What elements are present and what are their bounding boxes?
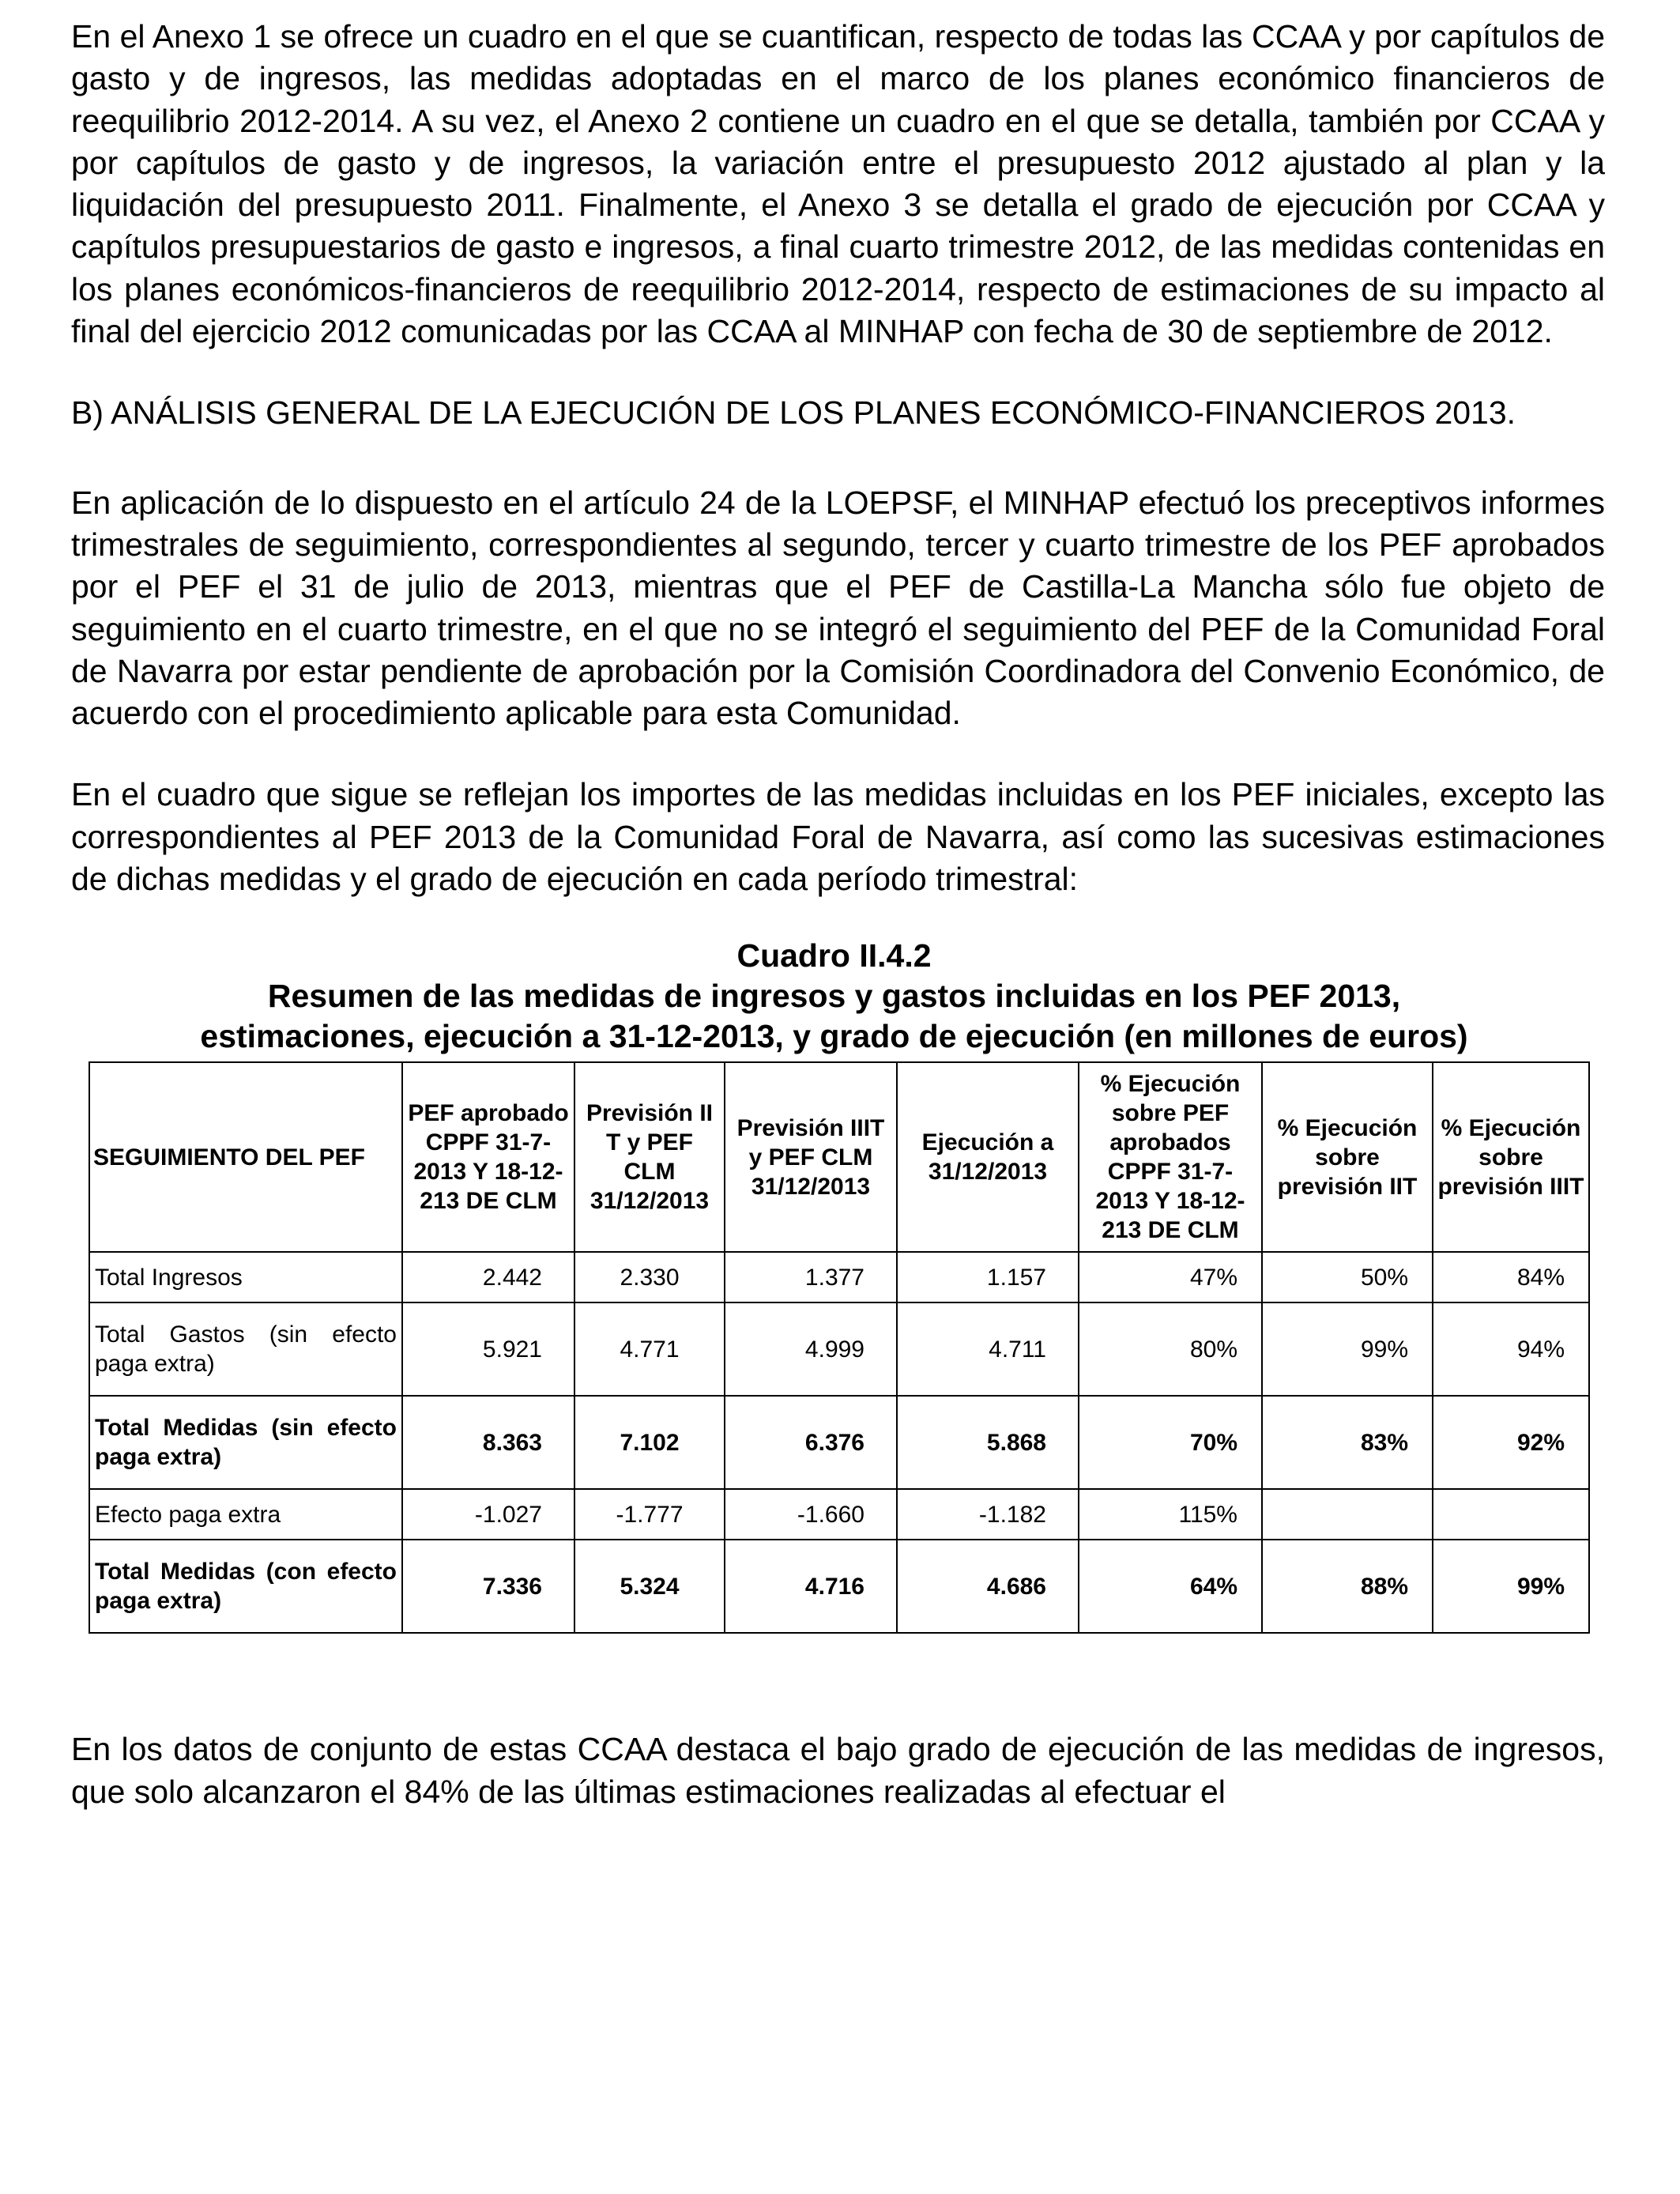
- cell-value: 4.771: [574, 1302, 725, 1396]
- cell-value: 92%: [1433, 1396, 1589, 1489]
- table-title-line-1: Resumen de las medidas de ingresos y gastos incluidas en los PEF 2013,: [267, 978, 1401, 1015]
- cell-value: 2.442: [402, 1252, 574, 1302]
- cell-value: [1262, 1489, 1433, 1540]
- cell-value: 4.711: [897, 1302, 1079, 1396]
- row-label: Total Gastos (sin efecto paga extra): [89, 1302, 402, 1396]
- cell-value: 64%: [1079, 1540, 1262, 1633]
- document-page: [71, 16, 1605, 1853]
- table-caption: [63, 935, 1605, 1057]
- cell-value: 88%: [1262, 1540, 1433, 1633]
- header-seguimiento: SEGUIMIENTO DEL PEF: [89, 1062, 402, 1252]
- cell-value: 99%: [1433, 1540, 1589, 1633]
- header-ejecucion: Ejecución a 31/12/2013: [897, 1062, 1079, 1252]
- cell-value: 8.363: [402, 1396, 574, 1489]
- cell-value: 115%: [1079, 1489, 1262, 1540]
- header-pct-iiit: % Ejecución sobre previsión IIIT: [1433, 1062, 1589, 1252]
- cell-value: 2.330: [574, 1252, 725, 1302]
- cell-value: 47%: [1079, 1252, 1262, 1302]
- table-row-total-gastos: [89, 1302, 1589, 1396]
- paragraph-cuadro-intro: En el cuadro que sigue se reflejan los importes de las medidas incluidas en los PEF iniciales, excepto las correspondientes al PEF 2013 de la Comunidad Foral de Navarra, así como las sucesivas estimaciones de dichas medidas y el grado de ejecución en cada período trimestral:: [71, 776, 1605, 898]
- cell-value: 1.377: [725, 1252, 897, 1302]
- cell-value: 7.336: [402, 1540, 574, 1633]
- cell-value: 5.324: [574, 1540, 725, 1633]
- paragraph-conclusion: En los datos de conjunto de estas CCAA destaca el bajo grado de ejecución de las medidas de ingresos, que solo alcanzaron el 84% de las últimas estimaciones realizadas al efectuar el: [71, 1731, 1605, 1810]
- table-row-total-medidas-sin: [89, 1396, 1589, 1489]
- row-label: Efecto paga extra: [89, 1489, 402, 1540]
- row-label: Total Ingresos: [89, 1252, 402, 1302]
- cell-value: 1.157: [897, 1252, 1079, 1302]
- cell-value: 83%: [1262, 1396, 1433, 1489]
- cell-value: 80%: [1079, 1302, 1262, 1396]
- header-pef-aprobado: PEF aprobado CPPF 31-7-2013 Y 18-12-213 DE CLM: [402, 1062, 574, 1252]
- cell-value: -1.660: [725, 1489, 897, 1540]
- table-number: Cuadro II.4.2: [736, 937, 932, 974]
- table-row-total-medidas-con: [89, 1540, 1589, 1633]
- row-label: Total Medidas (con efecto paga extra): [89, 1540, 402, 1633]
- cell-value: -1.182: [897, 1489, 1079, 1540]
- summary-table: [89, 1061, 1590, 1634]
- cell-value: [1433, 1489, 1589, 1540]
- cell-value: 4.686: [897, 1540, 1079, 1633]
- cell-value: -1.777: [574, 1489, 725, 1540]
- table-row-total-ingresos: [89, 1252, 1589, 1302]
- header-pct-iit: % Ejecución sobre previsión IIT: [1262, 1062, 1433, 1252]
- cell-value: 6.376: [725, 1396, 897, 1489]
- cell-value: 5.921: [402, 1302, 574, 1396]
- cell-value: 94%: [1433, 1302, 1589, 1396]
- header-pct-pef: % Ejecución sobre PEF aprobados CPPF 31-7-2013 Y 18-12-213 DE CLM: [1079, 1062, 1262, 1252]
- cell-value: 99%: [1262, 1302, 1433, 1396]
- row-label: Total Medidas (sin efecto paga extra): [89, 1396, 402, 1489]
- cell-value: -1.027: [402, 1489, 574, 1540]
- paragraph-seguimiento: En aplicación de lo dispuesto en el artículo 24 de la LOEPSF, el MINHAP efectuó los preceptivos informes trimestrales de seguimiento, correspondientes al segundo, tercer y cuarto trimestre de los PEF aprobados por el PEF el 31 de julio de 2013, mientras que el PEF de Castilla-La Mancha sólo fue objeto de seguimiento en el cuarto trimestre, en el que no se integró el seguimiento del PEF de la Comunidad Foral de Navarra por estar pendiente de aprobación por la Comisión Coordinadora del Convenio Económico, de acuerdo con el procedimiento aplicable para esta Comunidad.: [71, 484, 1605, 732]
- header-prevision-iit: Previsión II T y PEF CLM 31/12/2013: [574, 1062, 725, 1252]
- cell-value: 50%: [1262, 1252, 1433, 1302]
- cell-value: 4.716: [725, 1540, 897, 1633]
- table-title-line-2: estimaciones, ejecución a 31-12-2013, y grado de ejecución (en millones de euros): [200, 1018, 1468, 1055]
- cell-value: 70%: [1079, 1396, 1262, 1489]
- cell-value: 84%: [1433, 1252, 1589, 1302]
- table-header-row: [89, 1062, 1589, 1252]
- cell-value: 5.868: [897, 1396, 1079, 1489]
- header-prevision-iiit: Previsión IIIT y PEF CLM 31/12/2013: [725, 1062, 897, 1252]
- paragraph-anexos: En el Anexo 1 se ofrece un cuadro en el que se cuantifican, respecto de todas las CCAA y por capítulos de gasto y de ingresos, las medidas adoptadas en el marco de los planes económico financieros de reequilibrio 2012-2014. A su vez, el Anexo 2 contiene un cuadro en el que se detalla, también por CCAA y por capítulos de gasto y de ingresos, la variación entre el presupuesto 2012 ajustado al plan y la liquidación del presupuesto 2011. Finalmente, el Anexo 3 se detalla el grado de ejecución por CCAA y capítulos presupuestarios de gasto e ingresos, a final cuarto trimestre 2012, de las medidas contenidas en los planes económicos-financieros de reequilibrio 2012-2014, respecto de estimaciones de su impacto al final del ejercicio 2012 comunicadas por las CCAA al MINHAP con fecha de 30 de septiembre de 2012.: [71, 18, 1605, 350]
- cell-value: 4.999: [725, 1302, 897, 1396]
- table-row-efecto-paga-extra: [89, 1489, 1589, 1540]
- section-heading-b: B) ANÁLISIS GENERAL DE LA EJECUCIÓN DE LOS PLANES ECONÓMICO-FINANCIEROS 2013.: [71, 394, 1516, 432]
- cell-value: 7.102: [574, 1396, 725, 1489]
